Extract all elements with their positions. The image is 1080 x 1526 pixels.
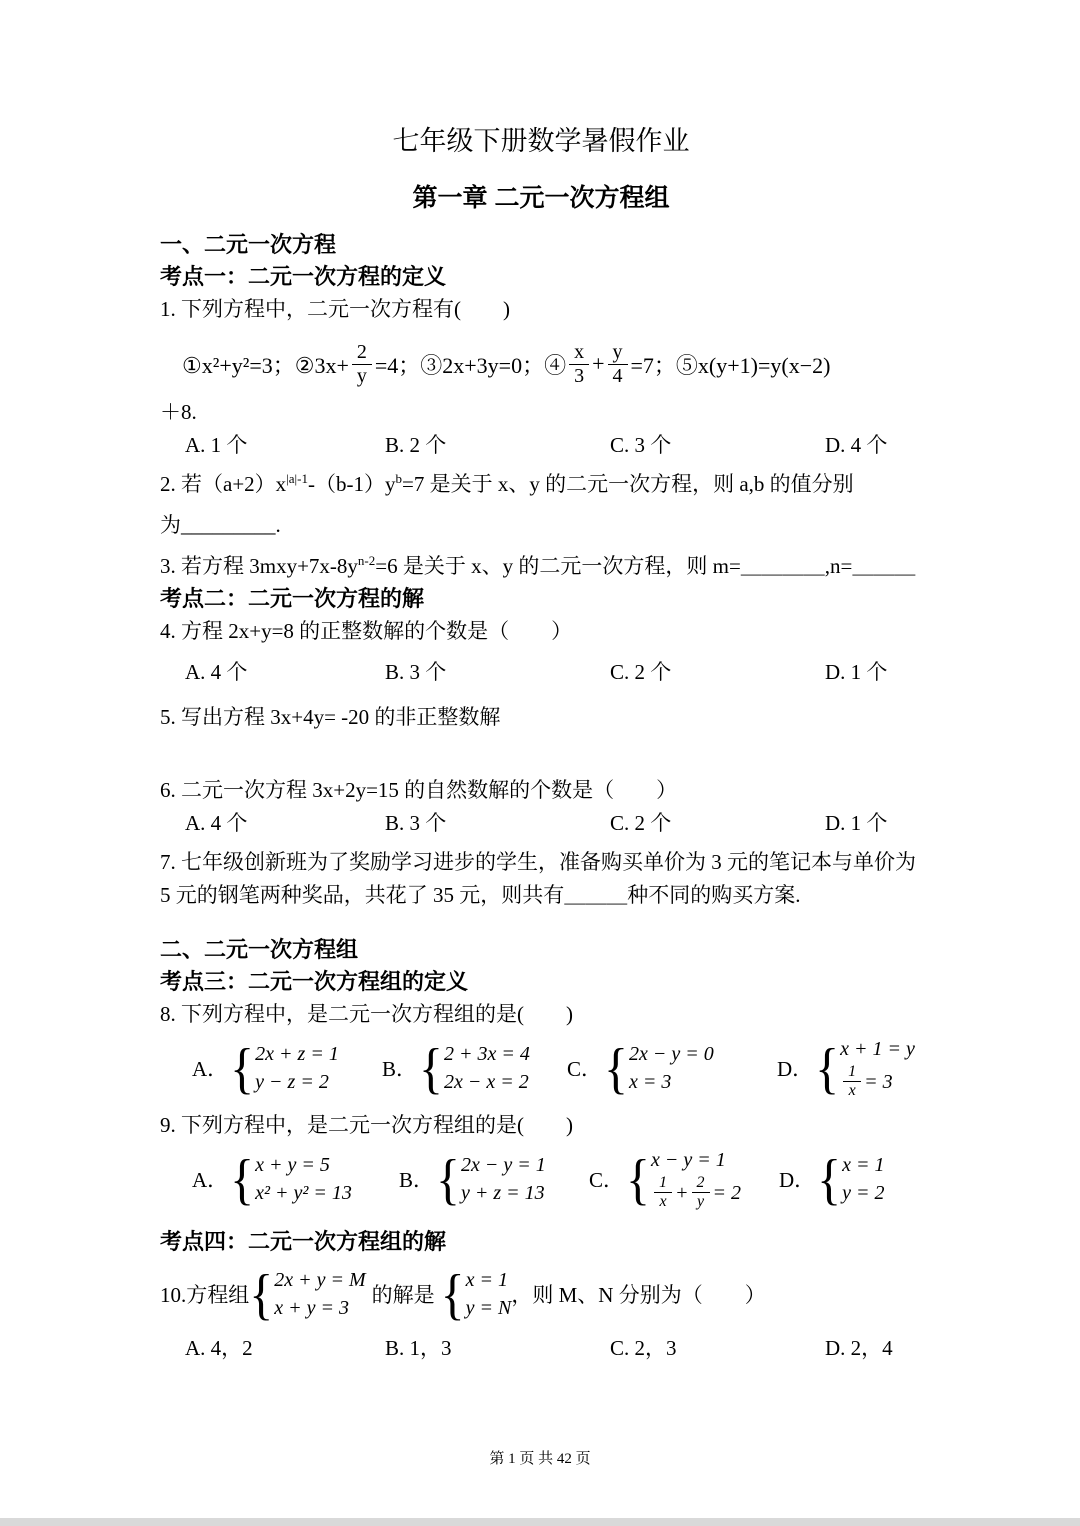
- q8-option-c: [567, 1036, 777, 1100]
- system-line-2: [840, 1063, 915, 1101]
- q1-fraction-3: [608, 341, 628, 388]
- option-label: A．: [192, 1167, 229, 1192]
- option-label: A．: [192, 1056, 229, 1081]
- fraction-denominator: y: [696, 1193, 705, 1211]
- q2-exponent-2: b: [395, 471, 402, 486]
- system-line-2: y = 2: [842, 1181, 885, 1204]
- q2-part-3: =7 是关于 x、y 的二元一次方程，则 a,b 的值分别: [401, 472, 854, 496]
- option-label: C．: [589, 1167, 625, 1192]
- q10-part-1: 10.方程组: [160, 1282, 250, 1307]
- question-7-stem: 7. 七年级创新班为了奖励学习进步的学生，准备购买单价为 3 元的笔记本与单价为 5 元的钢笔两种奖品，共花了 35 元，则共有＿＿＿种不同的购买方案.: [160, 850, 916, 907]
- section-1-heading: 一、二元一次方程: [160, 232, 337, 257]
- q2-part-1: 2. 若（a+2）x: [160, 472, 287, 496]
- q2-part-2: -（b-1）y: [307, 472, 396, 496]
- system-line-1: x = 1: [842, 1153, 885, 1176]
- system-line-1: 2x − y = 1: [461, 1153, 546, 1176]
- topic-4-heading: 考点四：二元一次方程组的解: [160, 1228, 447, 1254]
- q10-part-3: ，则 M、N 分别为（ ）: [511, 1282, 766, 1307]
- q9-option-b: [399, 1147, 589, 1211]
- q1-option-d: D. 4 个: [825, 433, 888, 457]
- q10-part-2: 的解是: [371, 1282, 435, 1307]
- q4-option-c: C. 2 个: [610, 660, 672, 684]
- system-fraction: [843, 1063, 861, 1101]
- fraction-numerator: 1: [654, 1174, 672, 1193]
- q10-option-b: B. 1，3: [385, 1335, 452, 1360]
- fraction-numerator: 2: [692, 1174, 710, 1193]
- left-brace: {: [419, 1036, 444, 1100]
- question-1-options: [160, 429, 922, 462]
- q8-option-a: [192, 1036, 382, 1100]
- system-line-2: y + z = 13: [461, 1181, 545, 1204]
- question-8-options: [160, 1035, 922, 1101]
- question-4-options: [160, 656, 922, 689]
- q6-option-c: C. 2 个: [610, 811, 672, 835]
- fraction-denominator: y: [356, 364, 367, 387]
- left-brace: {: [815, 1036, 840, 1100]
- system-line-2: x + y = 3: [274, 1296, 349, 1319]
- question-10-options: [160, 1332, 922, 1365]
- q3-part-1: 3. 若方程 3mxy+7x-8y: [160, 554, 358, 578]
- option-label: B．: [382, 1056, 418, 1081]
- system-fraction-1: [654, 1174, 672, 1212]
- system-lines: [840, 1035, 915, 1101]
- system-lines: [629, 1040, 714, 1096]
- q10-option-a: A. 4，2: [185, 1335, 253, 1360]
- system-line-2: y = N: [465, 1296, 512, 1319]
- q9-option-d: [779, 1147, 922, 1211]
- q9-option-a: [192, 1147, 399, 1211]
- section-2-heading: 二、二元一次方程组: [160, 937, 359, 962]
- system-line-2-rest: = 3: [864, 1070, 893, 1093]
- system-line-1: x = 1: [465, 1268, 509, 1291]
- fraction-denominator: x: [848, 1082, 856, 1100]
- chapter-heading: 第一章 二元一次方程组: [412, 184, 670, 212]
- q2-exponent-1: |a|-1: [286, 471, 308, 486]
- q1-fraction-1: [352, 341, 372, 388]
- equation-system: [419, 1036, 530, 1100]
- equation-system: [230, 1036, 339, 1100]
- equation-system: [626, 1146, 741, 1212]
- equation-system: [230, 1147, 352, 1211]
- fraction-numerator: x: [569, 341, 589, 365]
- system-line-2-operator: +: [675, 1181, 689, 1204]
- system-line-1: 2 + 3x = 4: [444, 1042, 530, 1065]
- fraction-numerator: 2: [352, 341, 372, 365]
- q8-option-b: [382, 1036, 567, 1100]
- system-line-1: 2x + y = M: [274, 1268, 366, 1291]
- q1-equation-continuation: ＋8.: [160, 400, 197, 424]
- left-brace: {: [230, 1147, 255, 1211]
- question-9-options: [160, 1146, 922, 1212]
- system-line-1: x + 1 = y: [840, 1038, 915, 1060]
- q1-eq-segment-2: =4；③2x+3y=0；④: [374, 352, 567, 378]
- question-2-stem: [160, 468, 922, 501]
- q1-option-c: C. 3 个: [610, 433, 672, 457]
- q10-option-d: D. 2，4: [825, 1335, 893, 1360]
- q6-option-d: D. 1 个: [825, 811, 888, 835]
- system-lines: [274, 1266, 365, 1322]
- fraction-numerator: 1: [843, 1063, 861, 1082]
- equation-system: [604, 1036, 714, 1100]
- q1-eq-segment-3: +: [592, 351, 605, 376]
- system-line-1: x − y = 1: [651, 1148, 726, 1171]
- topic-2-heading: 考点二：二元一次方程的解: [160, 586, 425, 611]
- q4-option-a: A. 4 个: [185, 660, 248, 684]
- system-line-2: y − z = 2: [255, 1070, 329, 1093]
- q6-option-a: A. 4 个: [185, 811, 248, 835]
- fraction-denominator: x: [659, 1193, 667, 1211]
- option-label: B．: [399, 1167, 435, 1192]
- question-2-answer-blank: 为_________.: [160, 513, 281, 537]
- q1-eq-segment-1: ①x²+y²=3；②3x+: [182, 352, 349, 378]
- equation-system: [815, 1035, 915, 1101]
- system-line-2: x = 3: [629, 1070, 672, 1093]
- system-line-2: x² + y² = 13: [255, 1181, 352, 1204]
- page-bottom-edge: [0, 1518, 1080, 1526]
- q4-option-b: B. 3 个: [385, 660, 447, 684]
- q3-exponent: n-2: [357, 553, 376, 568]
- system-lines: [444, 1040, 530, 1096]
- system-line-2-rest: = 2: [712, 1181, 742, 1204]
- system-line-1: x + y = 5: [255, 1153, 330, 1176]
- question-8-stem: 8. 下列方程中，是二元一次方程组的是( ): [160, 1002, 573, 1026]
- question-4-stem: 4. 方程 2x+y=8 的正整数解的个数是（ ）: [160, 619, 573, 643]
- topic-1-heading: 考点一：二元一次方程的定义: [160, 264, 447, 289]
- system-lines: [842, 1151, 884, 1207]
- left-brace: {: [249, 1262, 274, 1325]
- system-lines: [255, 1151, 352, 1207]
- page-number-footer: 第 1 页 共 42 页: [489, 1451, 591, 1467]
- fraction-denominator: 3: [574, 364, 585, 387]
- equation-system-solution: [440, 1262, 512, 1325]
- system-line-2: 2x − x = 2: [444, 1070, 529, 1093]
- system-line-1: 2x − y = 0: [629, 1042, 714, 1065]
- left-brace: {: [440, 1262, 465, 1325]
- document-title: 七年级下册数学暑假作业: [392, 126, 690, 156]
- left-brace: {: [230, 1036, 255, 1100]
- question-6-options: [160, 807, 922, 840]
- q1-option-a: A. 1 个: [185, 433, 248, 457]
- option-label: D．: [779, 1167, 816, 1192]
- q1-eq-segment-4: =7；⑤x(y+1)=y(x−2): [630, 352, 831, 378]
- question-6-stem: 6. 二元一次方程 3x+2y=15 的自然数解的个数是（ ）: [160, 778, 678, 802]
- q4-option-d: D. 1 个: [825, 660, 888, 684]
- system-line-1: 2x + z = 1: [255, 1042, 339, 1065]
- system-line-2: [651, 1174, 741, 1212]
- question-9-stem: 9. 下列方程中，是二元一次方程组的是( ): [160, 1112, 573, 1137]
- q9-option-c: [589, 1146, 779, 1212]
- q8-option-d: [777, 1035, 922, 1101]
- q1-option-b: B. 2 个: [385, 433, 447, 457]
- left-brace: {: [436, 1147, 461, 1211]
- equation-system: [817, 1147, 885, 1211]
- topic-3-heading: 考点三：二元一次方程组的定义: [160, 969, 469, 994]
- left-brace: {: [817, 1147, 842, 1211]
- left-brace: {: [626, 1147, 651, 1211]
- q6-option-b: B. 3 个: [385, 811, 447, 835]
- equation-system-given: [249, 1262, 366, 1325]
- question-3-stem: [160, 550, 922, 583]
- fraction-numerator: y: [608, 341, 628, 365]
- q10-option-c: C. 2，3: [610, 1335, 677, 1360]
- question-1-equations: [160, 332, 922, 396]
- q1-fraction-2: [569, 341, 589, 388]
- question-5-stem: 5. 写出方程 3x+4y= -20 的非正整数解: [160, 705, 501, 729]
- left-brace: {: [604, 1036, 629, 1100]
- question-1-stem: 1. 下列方程中，二元一次方程有( ): [160, 297, 510, 321]
- system-lines: [461, 1151, 546, 1207]
- fraction-denominator: 4: [612, 364, 623, 387]
- system-lines: [255, 1040, 339, 1096]
- system-lines: [466, 1266, 512, 1322]
- q3-part-2: =6 是关于 x、y 的二元一次方程，则 m=＿＿＿＿,n=＿＿＿: [375, 554, 916, 578]
- option-label: D．: [777, 1056, 814, 1081]
- question-10-stem: [160, 1262, 922, 1326]
- equation-system: [436, 1147, 546, 1211]
- option-label: C．: [567, 1056, 603, 1081]
- system-fraction-2: [692, 1174, 710, 1212]
- system-lines: [651, 1146, 741, 1212]
